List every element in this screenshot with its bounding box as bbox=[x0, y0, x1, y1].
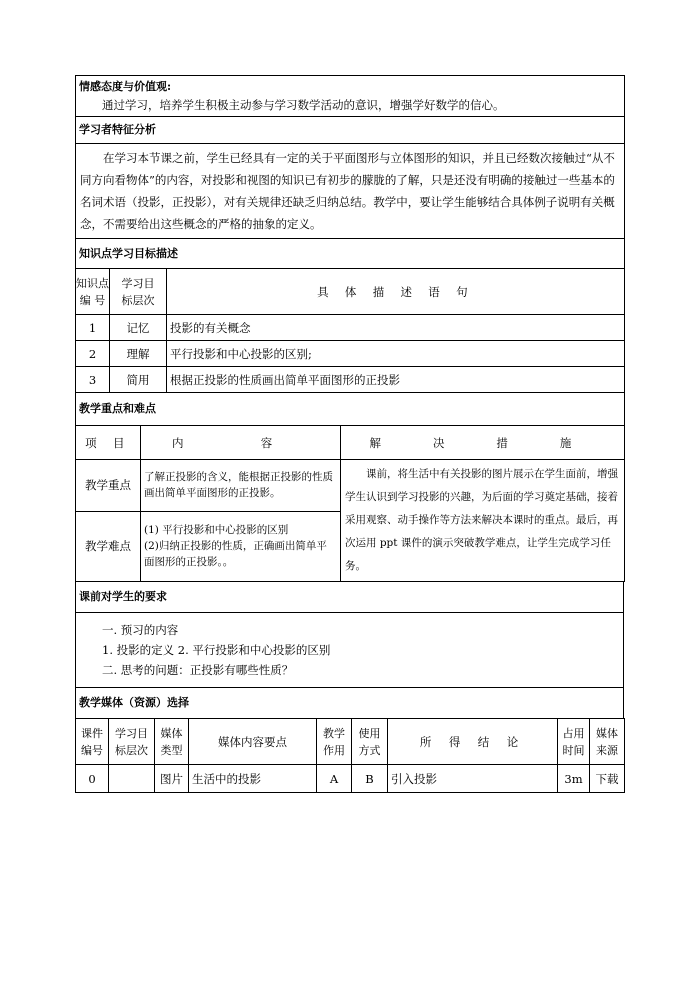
media-header-use: 使用 方式 bbox=[352, 719, 388, 765]
difficulty-label: 教学难点 bbox=[76, 511, 141, 581]
lesson-plan-page bbox=[75, 75, 624, 793]
requirements-line-1: 一. 预习的内容 bbox=[102, 623, 179, 637]
objectives-header-desc: 具 体 描 述 语 句 bbox=[167, 269, 625, 315]
key-header-item: 项 目 bbox=[76, 426, 141, 460]
requirements-table bbox=[75, 581, 624, 719]
requirements-line-2: 1. 投影的定义 2. 平行投影和中心投影的区别 bbox=[102, 643, 331, 657]
key-header-content: 内 容 bbox=[141, 426, 341, 460]
attitude-text: 通过学习，培养学生积极主动参与学习数学活动的意识，增强学好数学的信心。 bbox=[102, 98, 505, 112]
media-header-type: 媒体 类型 bbox=[155, 719, 189, 765]
media-header-content: 媒体内容要点 bbox=[189, 719, 317, 765]
media-row: 0 图片 生活中的投影 A B 引入投影 3m 下载 bbox=[76, 765, 625, 793]
requirements-title: 课前对学生的要求 bbox=[76, 582, 624, 613]
objectives-header-no: 知识点 编 号 bbox=[76, 269, 110, 315]
media-table bbox=[75, 718, 625, 793]
media-header-time: 占用 时间 bbox=[558, 719, 590, 765]
media-header-no: 课件 编号 bbox=[76, 719, 109, 765]
media-title: 教学媒体（资源）选择 bbox=[76, 688, 624, 719]
key-measures: 课前，将生活中有关投影的图片展示在学生面前，增强学生认识到学习投影的兴趣，为后面的学习奠定基础，接着采用观察、动手操作等方法来解决本课时的重点。最后，再次运用 ppt 课件的演示突破教学难点，让学生完成学习任务。 bbox=[341, 460, 625, 582]
requirements-line-3: 二. 思考的问题：正投影有哪些性质？ bbox=[102, 663, 294, 677]
difficulty-content: (1) 平行投影和中心投影的区别 (2)归纳正投影的性质，正确画出简单平面图形的正投影。。 bbox=[141, 511, 341, 581]
objectives-title: 知识点学习目标描述 bbox=[76, 239, 625, 269]
objective-row: 2 理解 平行投影和中心投影的区别; bbox=[76, 341, 625, 367]
key-header-measures: 解 决 措 施 bbox=[341, 426, 625, 460]
objectives-table bbox=[75, 75, 625, 393]
media-header-role: 教学 作用 bbox=[317, 719, 352, 765]
key-content: 了解正投影的含义，能根据正投影的性质画出简单平面图形的正投影。 bbox=[141, 460, 341, 512]
attitude-title: 情感态度与价值观: bbox=[79, 80, 172, 93]
attitude-cell bbox=[76, 76, 625, 117]
media-header-conclusion: 所 得 结 论 bbox=[388, 719, 558, 765]
requirements-body bbox=[76, 613, 624, 688]
objective-row: 3 简用 根据正投影的性质画出简单平面图形的正投影 bbox=[76, 367, 625, 393]
learner-title: 学习者特征分析 bbox=[76, 117, 625, 144]
key-label: 教学重点 bbox=[76, 460, 141, 512]
objective-row: 1 记忆 投影的有关概念 bbox=[76, 315, 625, 341]
media-header-level: 学习目 标层次 bbox=[109, 719, 155, 765]
key-points-table bbox=[75, 392, 625, 582]
key-points-title: 教学重点和难点 bbox=[76, 393, 625, 426]
media-header-source: 媒体 来源 bbox=[590, 719, 625, 765]
objectives-header-level: 学习目 标层次 bbox=[110, 269, 167, 315]
learner-text: 在学习本节课之前，学生已经具有一定的关于平面图形与立体图形的知识，并且已经数次接触过“从不同方向看物体”的内容，对投影和视图的知识已有初步的朦胧的了解，只是还没有明确的接触过一些基本的名词术语（投影，正投影），对有关规律还缺乏归纳总结。教学中，要让学生能够结合具体例子说明有关概念，不需要给出这些概念的严格的抽象的定义。 bbox=[76, 144, 625, 239]
